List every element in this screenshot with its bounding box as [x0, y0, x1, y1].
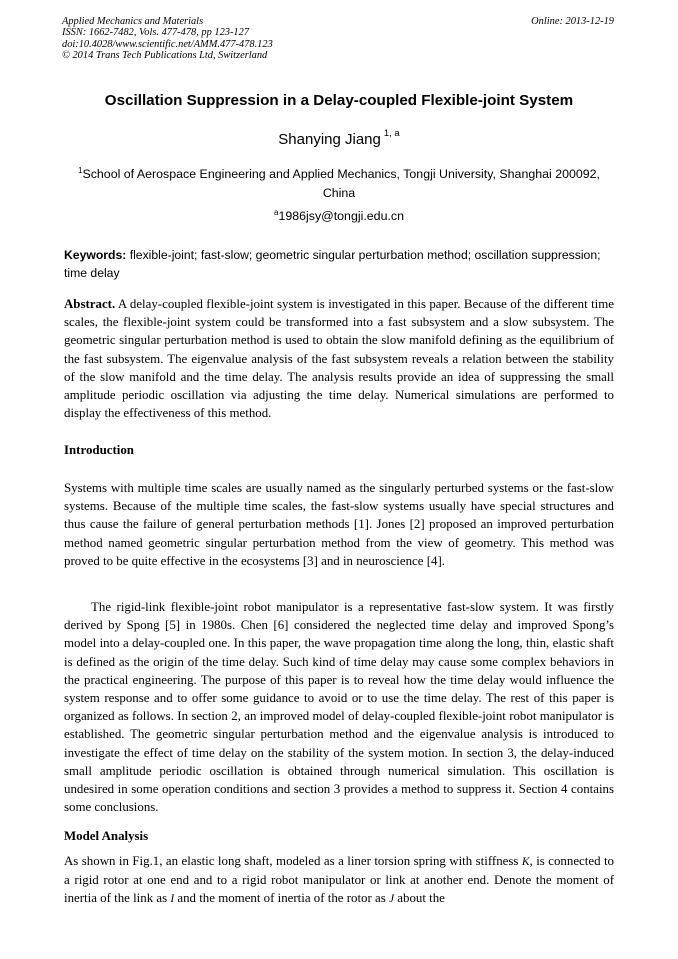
rotor-inertia-symbol: J	[388, 893, 395, 906]
keywords-text: flexible-joint; fast-slow; geometric singular perturbation method; oscillation suppression; time delay	[64, 248, 601, 280]
email-text: 1986jsy@tongji.edu.cn	[278, 209, 404, 223]
author-email	[40, 208, 638, 224]
intro-paragraph-1: Systems with multiple time scales are usually named as the singularly perturbed systems or the fast-slow systems. Because of the multiple time scales, the fast-slow systems usually have special structures and thus cause the failure of general perturbation methods [1]. Jones [2] proposed an improved perturbation method named geometric singular perturbation method from the view of geometry. This method was proved to be quite effective in the ecosystems [3] and in neuroscience [4].	[64, 481, 614, 568]
author-line	[40, 128, 638, 149]
keywords	[64, 247, 614, 282]
model-text-part-3: and the moment of inertia of the rotor as	[174, 891, 389, 906]
author-superscript: 1, a	[383, 128, 400, 139]
stiffness-symbol: K	[521, 856, 530, 868]
model-text-part-1: As shown in Fig.1, an elastic long shaft, modeled as a liner torsion spring with stiffness	[64, 854, 522, 868]
author-name: Shanying Jiang	[278, 131, 381, 148]
email-superscript: a	[273, 207, 279, 217]
model-text-part-2: , is connected to a rigid rotor at one end and to a rigid robot manipulator or link at another end. Denote the moment of inertia of the link as	[64, 854, 614, 906]
affiliation-superscript: 1	[78, 165, 83, 175]
running-header	[62, 16, 614, 62]
affiliation	[70, 165, 608, 203]
abstract	[64, 295, 614, 422]
paper-title: Oscillation Suppression in a Delay-coupled Flexible-joint System	[104, 92, 574, 109]
abstract-text: A delay-coupled flexible-joint system is investigated in this paper. Because of the different time scales, the flexible-joint system could be transformed into a fast subsystem and a slow subsystem. The geometric singular perturbation method is used to obtain the slow manifold defining as the equilibrium of the fast subsystem. The eigenvalue analysis of the fast subsystem reveals a relation between the stability of the slow manifold and the time delay. The analysis results provide an idea of suppressing the small amplitude periodic oscillation via adjusting the time delay. Numerical simulations are performed to display the effectiveness of this method.	[64, 297, 614, 421]
section-heading-introduction: Introduction	[64, 443, 134, 457]
copyright-line: © 2014 Trans Tech Publications Ltd, Switzerland	[62, 50, 268, 62]
journal-name: Applied Mechanics and Materials	[62, 16, 204, 27]
section-heading-model-analysis: Model Analysis	[64, 829, 149, 843]
affiliation-text: School of Aerospace Engineering and Applied Mechanics, Tongji University, Shanghai 200092, China	[82, 167, 600, 200]
intro-paragraph-2: The rigid-link flexible-joint robot manipulator is a representative fast-slow system. It was firstly derived by Spong [5] in 1980s. Chen [6] considered the neglected time delay and improved Spong’s model into a delay-coupled one. In this paper, the wave propagation time along the long, thin, elastic shaft is defined as the origin of the time delay. Such kind of time delay may cause some complex behaviors in the practical engineering. The purpose of this paper is to reveal how the time delay would influence the system response and to offer some guidance to avoid or to use the time delay. The rest of this paper is organized as follows. In section 2, an improved model of delay-coupled flexible-joint robot manipulator is established. The geometric singular perturbation method and the eigenvalue analysis is introduced to investigate the effect of time delay on the stability of the system motion. In section 3, the delay-induced small amplitude periodic oscillation is obtained through numerical simulation. This oscillation is undesired in some operation conditions and section 3 provides a method to suppress it. Section 4 contains some conclusions.	[64, 600, 614, 815]
link-inertia-symbol: I	[170, 893, 175, 906]
issn-line: ISSN: 1662-7482, Vols. 477-478, pp 123-127	[62, 27, 250, 39]
abstract-label: Abstract.	[64, 297, 116, 311]
model-text-part-4: about the	[394, 891, 445, 906]
online-date: Online: 2013-12-19	[531, 16, 614, 27]
journal-info	[62, 16, 273, 62]
doi-line: doi:10.4028/www.scientific.net/AMM.477-478.123	[62, 38, 273, 50]
keywords-label: Keywords:	[64, 248, 127, 262]
model-paragraph-1	[64, 852, 614, 909]
